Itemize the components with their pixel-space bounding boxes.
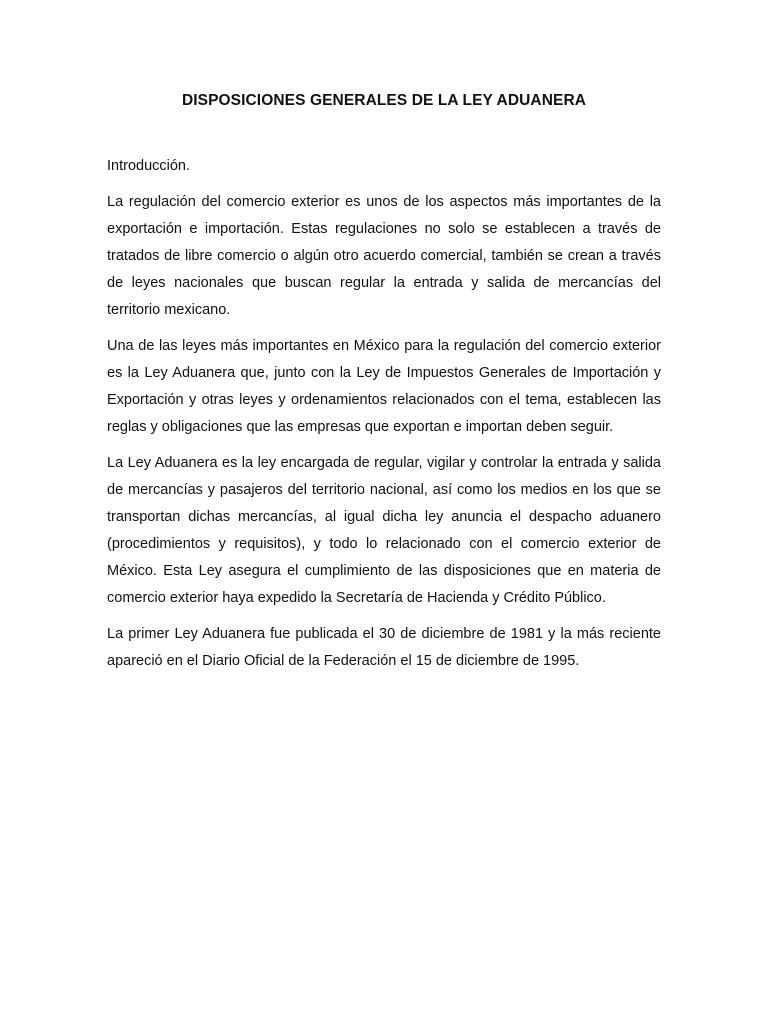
paragraph-4: La primer Ley Aduanera fue publicada el 30 de diciembre de 1981 y la más reciente apareció en el Diario Oficial de la Federación el 15 de diciembre de 1995.: [107, 626, 661, 669]
paragraph-2: Una de las leyes más importantes en México para la regulación del comercio exterior es la Ley Aduanera que, junto con la Ley de Impuestos Generales de Importación y Exportación y otras leyes y ordenamientos relacionados con el tema, establecen las reglas y obligaciones que las empresas que exportan e importan deben seguir.: [107, 338, 661, 435]
paragraph-3: La Ley Aduanera es la ley encargada de regular, vigilar y controlar la entrada y salida de mercancías y pasajeros del territorio nacional, así como los medios en los que se transportan dichas mercancías, al igual dicha ley anuncia el despacho aduanero (procedimientos y requisitos), y todo lo relacionado con el comercio exterior de México. Esta Ley asegura el cumplimiento de las disposiciones que en materia de comercio exterior haya expedido la Secretaría de Hacienda y Crédito Público.: [107, 455, 661, 606]
intro-heading: Introducción.: [107, 158, 191, 174]
document-title: DISPOSICIONES GENERALES DE LA LEY ADUANERA: [181, 92, 587, 109]
paragraph-1: La regulación del comercio exterior es unos de los aspectos más importantes de la exportación e importación. Estas regulaciones no solo se establecen a través de tratados de libre comercio o algún otro acuerdo comercial, también se crean a través de leyes nacionales que buscan regular la entrada y salida de mercancías del territorio mexicano.: [107, 194, 661, 318]
document-body: [107, 153, 661, 684]
